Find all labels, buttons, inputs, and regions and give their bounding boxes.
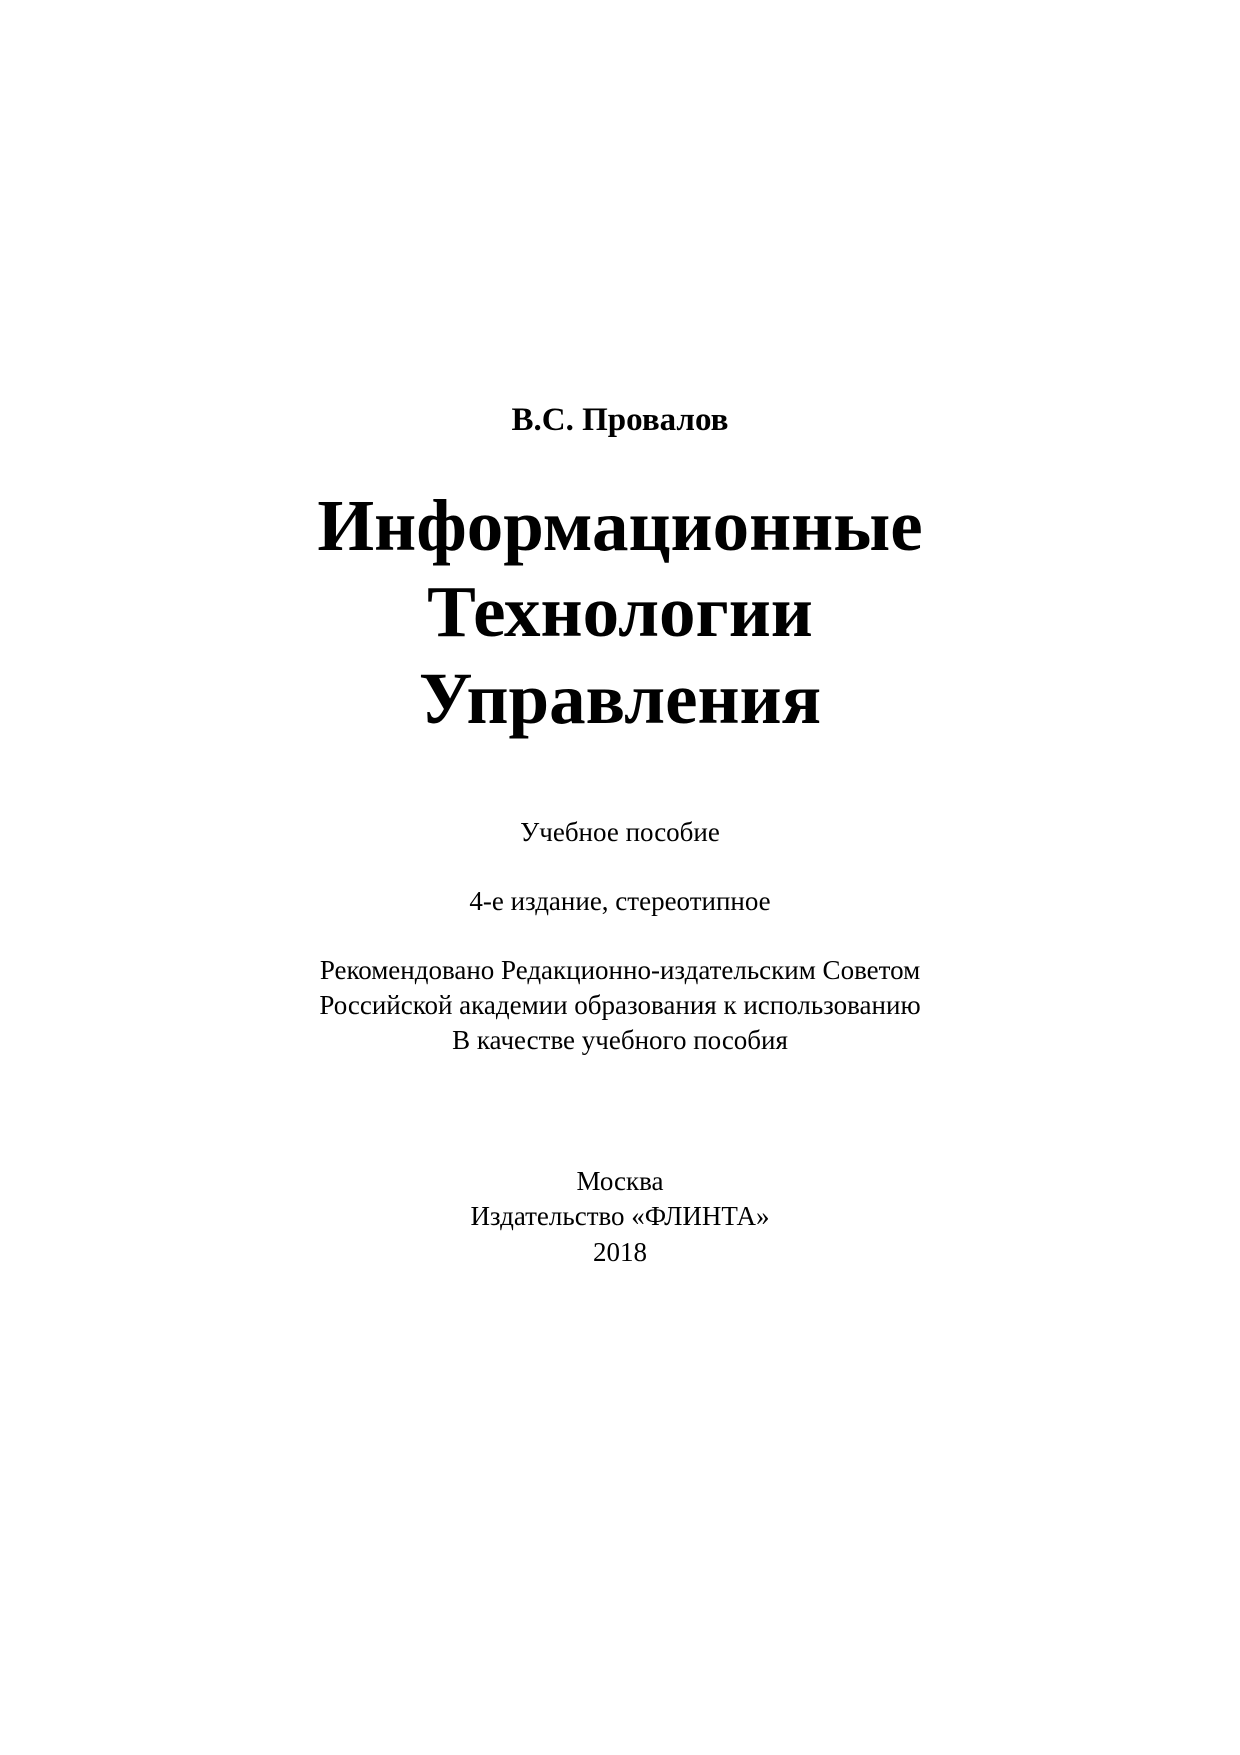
book-title-line-2: Технологии: [427, 571, 813, 652]
edition-info: 4-е издание, стереотипное: [469, 886, 771, 916]
imprint-year: 2018: [593, 1237, 647, 1267]
book-title-line-1: Информационные: [317, 485, 923, 566]
imprint-publisher: Издательство «ФЛИНТА»: [470, 1201, 770, 1231]
author-name: В.С. Провалов: [511, 402, 729, 438]
imprint-city: Москва: [576, 1166, 664, 1196]
recommendation-line-2: Российской академии образования к использованию: [319, 990, 921, 1020]
book-title-line-3: Управления: [418, 658, 822, 739]
recommendation-line-3: В качестве учебного пособия: [452, 1025, 788, 1055]
book-type: Учебное пособие: [520, 817, 720, 847]
recommendation-line-1: Рекомендовано Редакционно-издательским Советом: [319, 955, 921, 985]
